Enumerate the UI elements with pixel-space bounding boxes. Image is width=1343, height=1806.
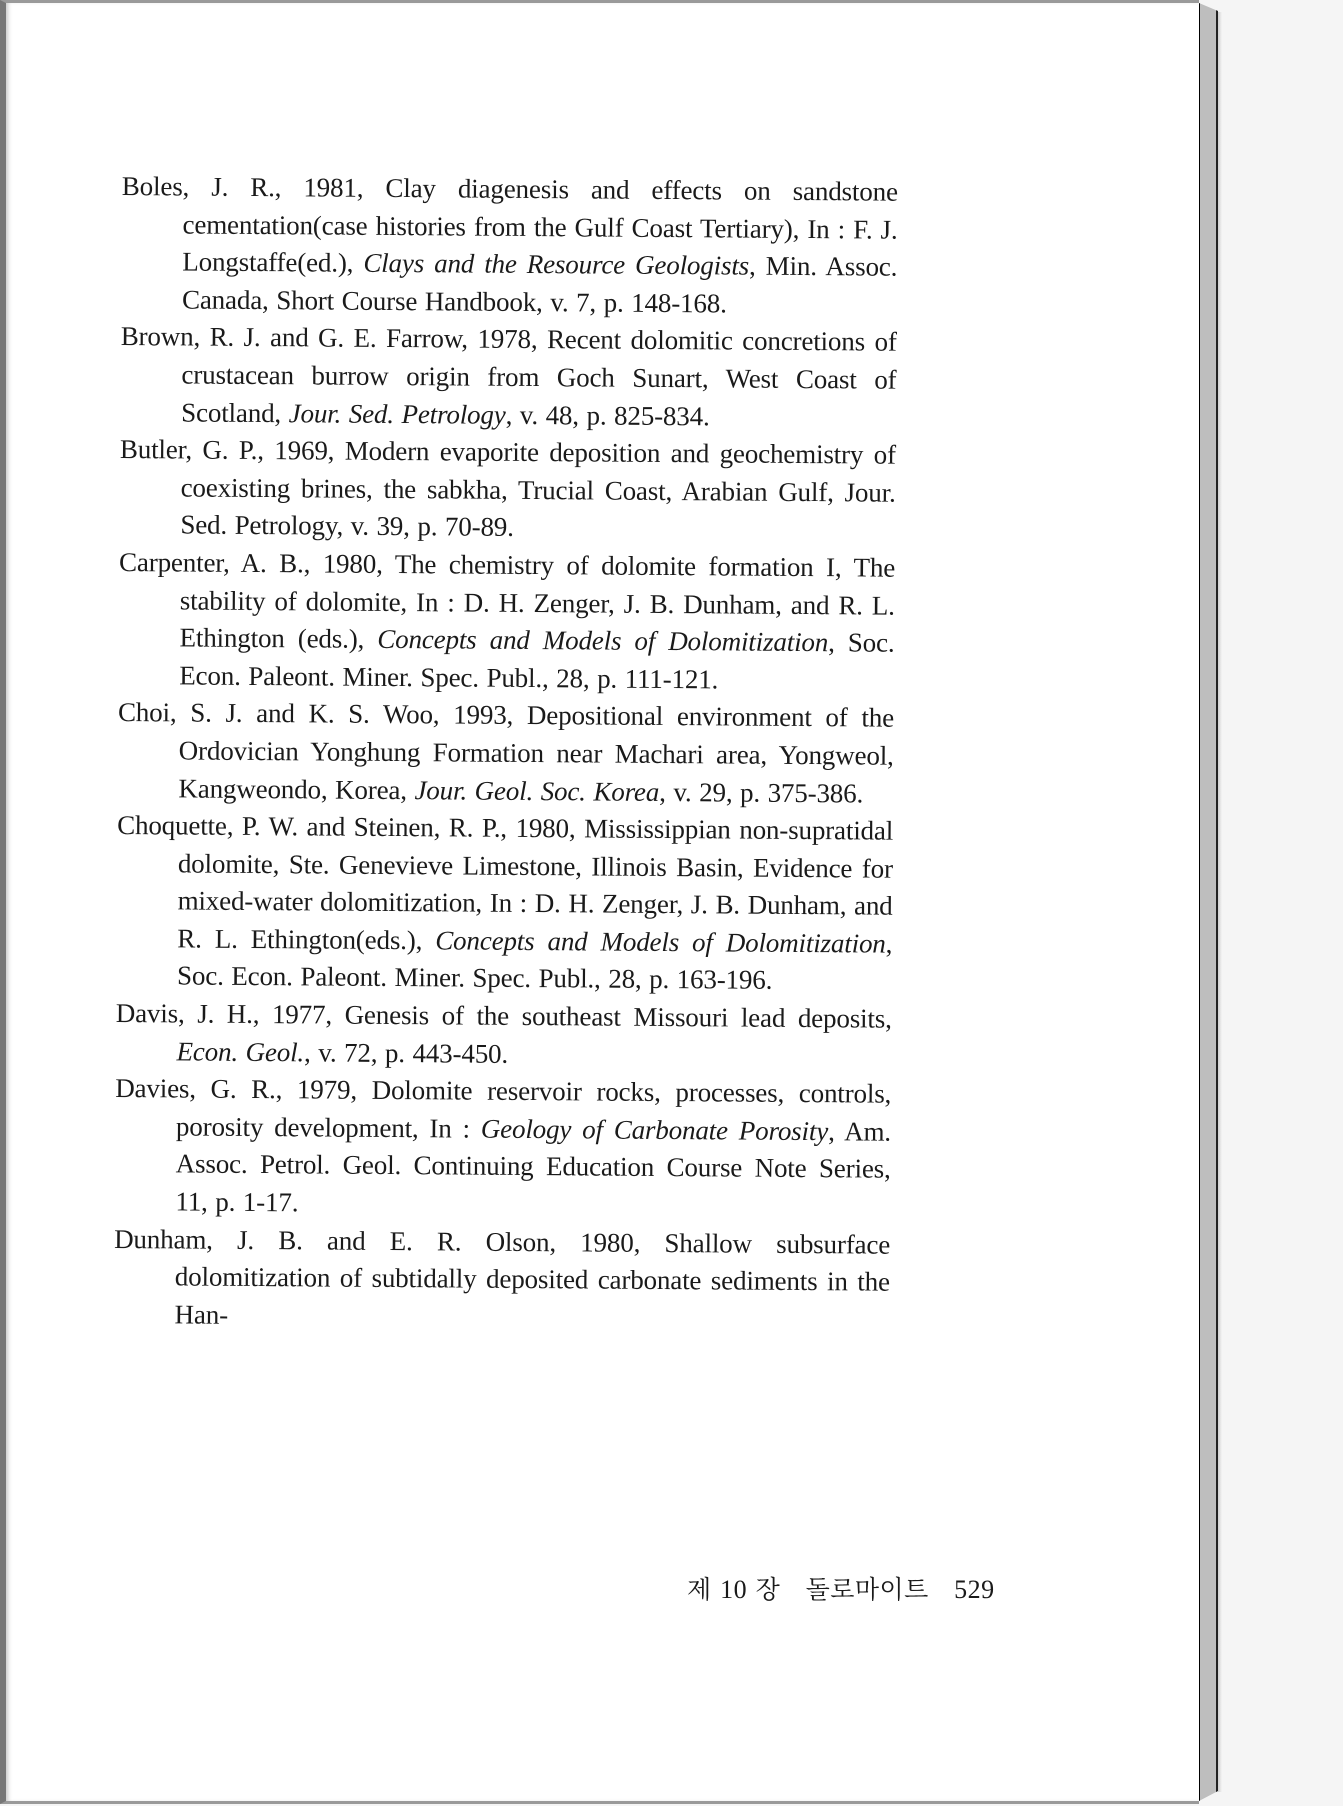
reference-list [113,168,898,1339]
reference-text: , Min. Assoc. Canada, Short Course Handbook, v. 7, p. 148-168. [181,250,898,319]
reference-text: , v. 72, p. 443-450. [303,1037,509,1069]
reference-text: Davies, G. R., 1979, Dolomite reservoir rocks, processes, controls, porosity development, In : [115,1073,892,1144]
reference-publication-title: Concepts and Models of Dolomitization [435,925,886,959]
reference-entry-choi-woo-1993 [117,694,894,812]
reference-text: Choquette, P. W. and Steinen, R. P., 1980, Mississippian non-supratidal dolomite, Ste. Genevieve Limestone, Illinois Basin, Evidence for mixed-water dolomitization, In : D. H. Zenger, J. B. Dunham, and R. L. Ethington(eds.), [117,810,894,956]
reference-text: Davis, J. H., 1977, Genesis of the southeast Missouri lead deposits, [115,998,892,1034]
reference-entry-davies-1979 [114,1070,891,1226]
reference-text: Boles, J. R., 1981, Clay diagenesis and effects on sandstone cementation(case histories from the Gulf Coast Tertiary), In : F. J. Longstaffe(ed.), [121,170,898,278]
chapter-prefix: 제 [687,1575,712,1604]
reference-text: Butler, G. P., 1969, Modern evaporite deposition and geochemistry of coexisting brines, the sabkha, Trucial Coast, Arabian Gulf, Jour. Sed. Petrology, v. 39, p. 70-89. [119,434,897,543]
reference-publication-title: Econ. Geol. [176,1036,305,1068]
page-number: 529 [954,1575,995,1604]
reference-publication-title: Concepts and Models of Dolomitization [377,624,829,658]
chapter-suffix: 장 [755,1575,781,1604]
reference-publication-title: Geology of Carbonate Porosity [480,1113,829,1147]
reference-entry-davis-1977 [115,995,892,1076]
reference-text: Brown, R. J. and G. E. Farrow, 1978, Recent dolomitic concretions of crustacean burrow origin from Goch Sunart, West Coast of Scotland, [120,321,897,428]
reference-entry-carpenter-1980 [118,544,895,700]
chapter-title: 돌로마이트 [805,1575,929,1604]
reference-entry-boles-1981 [121,168,898,324]
reference-text: Choi, S. J. and K. S. Woo, 1993, Depositional environment of the Ordovician Yonghung Formation near Machari area, Yongweol, Kangweondo, Korea, [117,697,895,805]
reference-text: , Soc. Econ. Paleont. Miner. Spec. Publ., 28, p. 111-121. [179,627,895,695]
reference-entry-choquette-steinen-1980 [116,807,893,1001]
reference-text: , Soc. Econ. Paleont. Miner. Spec. Publ., 28, p. 163-196. [176,928,893,996]
reference-text: Dunham, J. B. and E. R. Olson, 1980, Shallow subsurface dolomitization of subtidally deposited carbonate sediments in the Han- [114,1223,891,1330]
reference-text: Carpenter, A. B., 1980, The chemistry of dolomite formation I, The stability of dolomite, In : D. H. Zenger, J. B. Dunham, and R. L. Ethington (eds.), [119,546,896,655]
page-footer [687,1570,995,1606]
reference-text: , v. 29, p. 375-386. [659,776,864,808]
reference-entry-butler-1969 [119,431,896,549]
page-edge-shadow [1218,12,1222,1792]
reference-entry-brown-farrow-1978 [120,318,897,436]
chapter-number: 10 [720,1575,748,1604]
reference-text: , Am. Assoc. Petrol. Geol. Continuing Education Course Note Series, 11, p. 1-17. [175,1116,892,1218]
reference-entry-dunham-olson-1980 [113,1221,890,1339]
reference-publication-title: Clays and the Resource Geologists [363,247,750,281]
reference-publication-title: Jour. Geol. Soc. Korea [414,774,660,807]
reference-text: , v. 48, p. 825-834. [505,399,710,431]
page-edge [1199,3,1218,1801]
reference-publication-title: Jour. Sed. Petrology [288,397,506,430]
